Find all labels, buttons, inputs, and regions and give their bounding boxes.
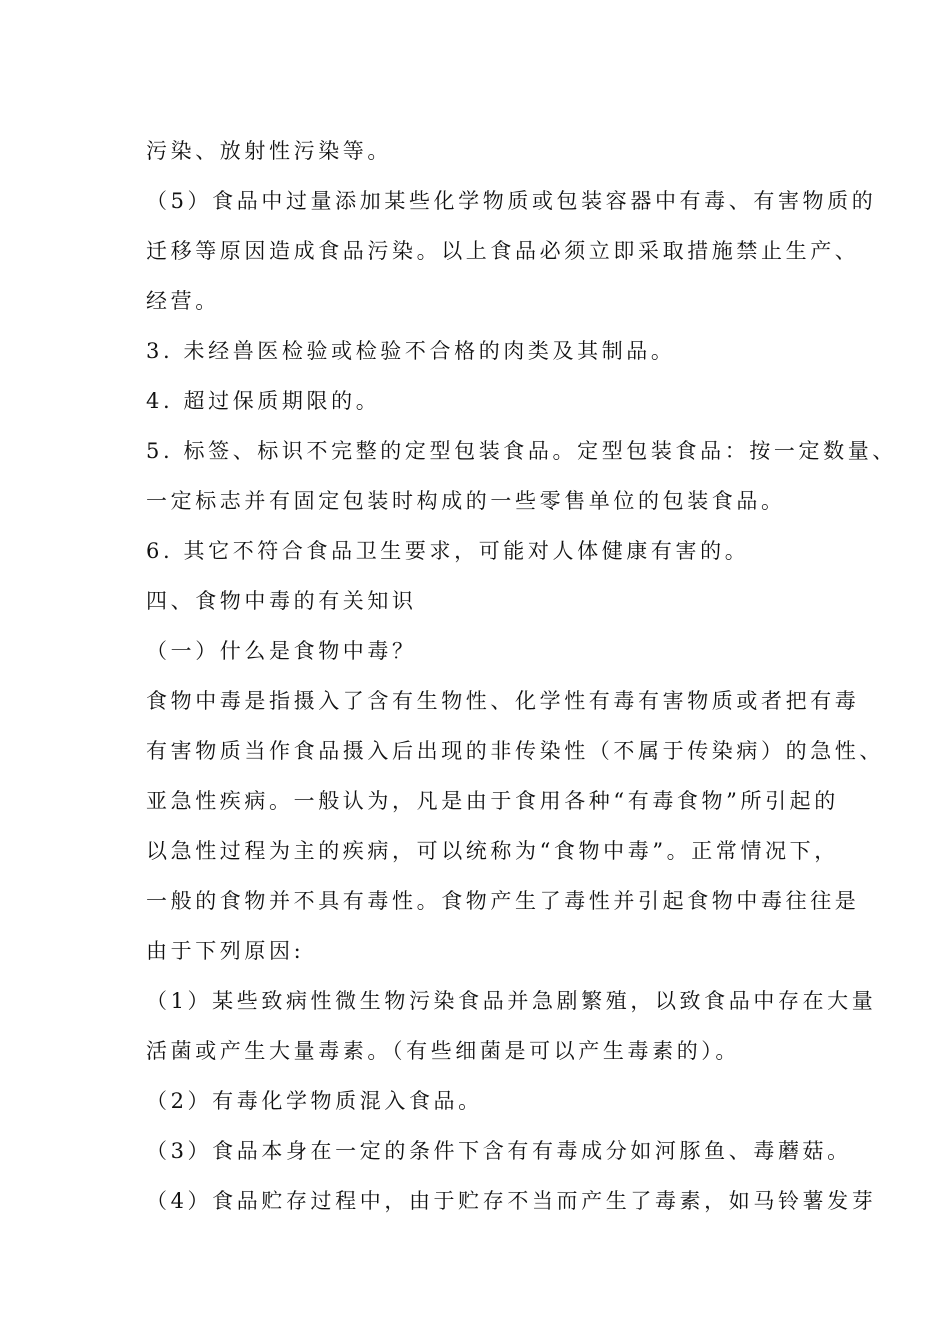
- text-line-14: 亚急性疾病。一般认为，凡是由于食用各种“有毒食物”所引起的: [146, 789, 839, 813]
- text-line-20: （2）有毒化学物质混入食品。: [146, 1089, 483, 1113]
- text-line-21: （3）食品本身在一定的条件下含有有毒成分如河豚鱼、毒蘑菇。: [146, 1139, 852, 1163]
- subsection-heading: （一）什么是食物中毒？: [146, 639, 417, 663]
- text-line-17: 由于下列原因:: [146, 939, 305, 963]
- text-line-1: 污染、放射性污染等。: [146, 139, 392, 163]
- text-line-2: （5）食品中过量添加某些化学物质或包装容器中有毒、有害物质的: [146, 189, 877, 213]
- text-line-5: 3. 未经兽医检验或检验不合格的肉类及其制品。: [146, 339, 676, 363]
- text-line-8: 一定标志并有固定包装时构成的一些零售单位的包装食品。: [146, 489, 786, 513]
- text-line-7: 5. 标签、标识不完整的定型包装食品。定型包装食品：按一定数量、: [146, 439, 897, 463]
- text-line-19: 活菌或产生大量毒素。（有些细菌是可以产生毒素的）。: [146, 1039, 740, 1063]
- text-line-4: 经营。: [146, 289, 220, 313]
- text-line-13: 有害物质当作食品摄入后出现的非传染性（不属于传染病）的急性、: [146, 739, 884, 763]
- text-line-6: 4. 超过保质期限的。: [146, 389, 381, 413]
- text-line-18: （1）某些致病性微生物污染食品并急剧繁殖，以致食品中存在大量: [146, 989, 877, 1013]
- section-heading: 四、食物中毒的有关知识: [146, 589, 417, 613]
- text-line-9: 6. 其它不符合食品卫生要求，可能对人体健康有害的。: [146, 539, 750, 563]
- text-line-15: 以急性过程为主的疾病，可以统称为“食物中毒”。正常情况下，: [146, 839, 839, 863]
- text-line-16: 一般的食物并不具有毒性。食物产生了毒性并引起食物中毒往往是: [146, 889, 860, 913]
- text-line-22: （4）食品贮存过程中，由于贮存不当而产生了毒素，如马铃薯发芽: [146, 1189, 877, 1213]
- text-line-3: 迁移等原因造成食品污染。以上食品必须立即采取措施禁止生产、: [146, 239, 860, 263]
- text-line-12: 食物中毒是指摄入了含有生物性、化学性有毒有害物质或者把有毒: [146, 689, 860, 713]
